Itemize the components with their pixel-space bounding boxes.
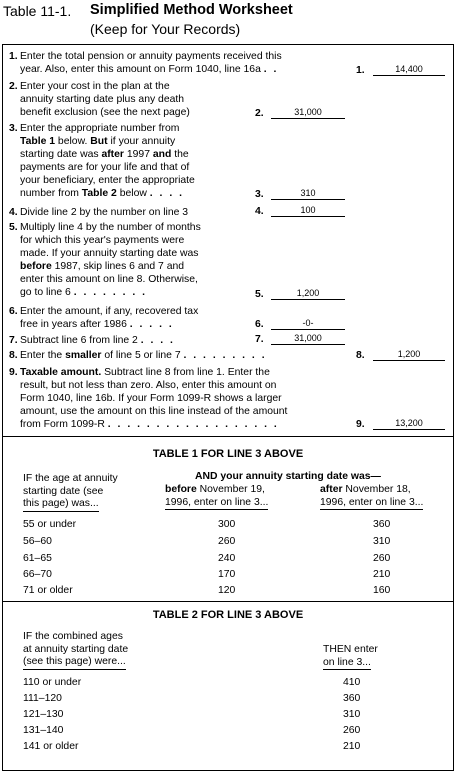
line-7	[9, 334, 269, 348]
line-2-text-3: benefit exclusion (see the next page)	[20, 107, 190, 118]
table-row	[3, 709, 453, 722]
table-row	[3, 569, 453, 582]
table-row	[3, 725, 453, 738]
line-1-amount[interactable]: 14,400	[373, 63, 445, 76]
table-2-value-header: THEN enter on line 3...	[323, 644, 423, 670]
table-1-after-value: 260	[373, 553, 391, 564]
line-9-number: 9.	[9, 367, 18, 378]
line-5-label: 5.	[255, 289, 264, 300]
line-3-label: 3.	[255, 189, 264, 200]
line-6-label: 6.	[255, 319, 264, 330]
table-1-age: 61–65	[23, 553, 52, 564]
table-row	[3, 536, 453, 549]
line-4	[9, 206, 269, 220]
line-7-number: 7.	[9, 335, 18, 346]
table-2-ages: 121–130	[23, 709, 64, 720]
table-1-main-header: AND your annuity starting date was—	[195, 471, 381, 482]
table-1-age: 71 or older	[23, 585, 73, 596]
line-8-leader: . . . . . . . . .	[183, 350, 267, 361]
line-3-text: Enter the appropriate number from	[20, 123, 180, 134]
table-2-value: 210	[343, 741, 361, 752]
table-2-title: TABLE 2 FOR LINE 3 ABOVE	[152, 609, 304, 621]
table-1-age-header: IF the age at annuity starting date (see this page) was...	[23, 473, 163, 512]
section-divider	[3, 601, 453, 602]
table-2-value: 260	[343, 725, 361, 736]
line-3-leader: . . . .	[149, 188, 184, 199]
table-2-ages: 131–140	[23, 725, 64, 736]
line-5-text: Multiply line 4 by the number of months	[20, 222, 201, 233]
table-1-after-value: 360	[373, 519, 391, 530]
table-1-after-value: 310	[373, 536, 391, 547]
line-2-number: 2.	[9, 81, 18, 92]
line-9-leader: . . . . . . . . . . . . . . . . . .	[107, 419, 279, 430]
worksheet-header	[2, 2, 456, 42]
line-1-label: 1.	[356, 65, 365, 76]
line-2-text: Enter your cost in the plan at the	[20, 81, 170, 92]
line-9-label: 9.	[356, 419, 365, 430]
line-3: 3. Enter the appropriate number from Table 1 below. But if your annuity starting date was after 1997 and the payments are for your life and that of your beneficiary, enter the appropriate number from Table 2 below . . . .	[9, 123, 195, 199]
table-row	[3, 553, 453, 566]
table-2-ages-header: IF the combined ages at annuity starting date (see this page) were...	[23, 631, 183, 670]
table-1-after-value: 210	[373, 569, 391, 580]
worksheet-title: Simplified Method Worksheet	[90, 2, 293, 18]
line-7-amount[interactable]: 31,000	[271, 332, 345, 345]
table-2-ages: 111–120	[23, 693, 62, 704]
line-8: 8. Enter the smaller of line 5 or line 7 . . . . . . . . .	[9, 350, 267, 361]
table-2-value: 310	[343, 709, 361, 720]
line-8-number: 8.	[9, 350, 18, 361]
table-1-before-value: 170	[218, 569, 236, 580]
line-5-amount[interactable]: 1,200	[271, 287, 345, 300]
line-9: 9. Taxable amount. Subtract line 8 from line 1. Enter the result, but not less than zero. Also, enter this amount on Form 1040, line 16b. If your Form 1099-R shows a larger amount, use the amount on this line instead of the amount from Form 1099-R . . . . . . . . . . . . . . . . . .	[9, 367, 288, 430]
table-1-before-value: 240	[218, 553, 236, 564]
line-7-text: Subtract line 6 from line 2	[20, 335, 138, 346]
line-5-leader: . . . . . . . .	[73, 287, 148, 298]
line-8-label: 8.	[356, 350, 365, 361]
table-2-ages: 110 or under	[23, 677, 82, 688]
line-3-number: 3.	[9, 123, 18, 134]
line-1-text-2: year. Also, enter this amount on Form 1040, line 16a	[20, 64, 261, 75]
table-2-value: 360	[343, 693, 361, 704]
table-row	[3, 693, 453, 706]
line-6-amount[interactable]: -0-	[271, 317, 345, 330]
line-5-number: 5.	[9, 222, 18, 233]
line-4-text: Divide line 2 by the number on line 3	[20, 207, 189, 218]
line-6-text: Enter the amount, if any, recovered tax	[20, 306, 199, 317]
line-2-amount[interactable]: 31,000	[271, 106, 345, 119]
line-1-leader: . .	[263, 64, 279, 75]
table-2-value: 410	[343, 677, 361, 688]
section-divider	[3, 436, 453, 437]
line-1-text: Enter the total pension or annuity payments received this	[20, 51, 282, 62]
line-4-number: 4.	[9, 207, 18, 218]
line-6: 6. Enter the amount, if any, recovered tax free in years after 1986 . . . . .	[9, 306, 199, 330]
line-3-table2-ref: Table 2	[81, 188, 117, 199]
table-1-before-value: 260	[218, 536, 236, 547]
table-1-after-header: after November 18, 1996, enter on line 3...	[320, 484, 450, 510]
line-3-amount[interactable]: 310	[271, 187, 345, 200]
line-9-heading: Taxable amount.	[20, 367, 102, 378]
line-6-leader: . . . . .	[129, 319, 174, 330]
table-row	[3, 741, 453, 754]
line-9-amount[interactable]: 13,200	[373, 417, 445, 430]
table-row	[3, 585, 453, 598]
table-1-before-value: 300	[218, 519, 236, 530]
worksheet-box	[2, 44, 454, 771]
table-1-after-value: 160	[373, 585, 391, 596]
table-row	[3, 677, 453, 690]
line-4-label: 4.	[255, 206, 264, 217]
line-4-amount[interactable]: 100	[271, 204, 345, 217]
table-row	[3, 519, 453, 532]
worksheet-subtitle: (Keep for Your Records)	[90, 21, 241, 37]
table-1-age: 56–60	[23, 536, 52, 547]
line-2	[9, 80, 269, 120]
table-number: Table 11-1.	[3, 3, 72, 19]
line-8-amount[interactable]: 1,200	[373, 348, 445, 361]
line-5: 5. Multiply line 4 by the number of months for which this year's payments were made. If your annuity starting date was before 1987, skip lines 6 and 7 and enter this amount on line 8. Otherwise, go to line 6 . . . . . . . .	[9, 222, 201, 298]
line-6-number: 6.	[9, 306, 18, 317]
line-2-label: 2.	[255, 108, 264, 119]
line-2-text-2: annuity starting date plus any death	[20, 94, 185, 105]
table-1-age: 55 or under	[23, 519, 77, 530]
line-7-label: 7.	[255, 334, 264, 345]
table-2-ages: 141 or older	[23, 741, 79, 752]
line-3-table1-ref: Table 1	[20, 136, 56, 147]
line-1-number: 1.	[9, 51, 18, 62]
table-1-age: 66–70	[23, 569, 52, 580]
table-1-before-value: 120	[218, 585, 236, 596]
table-1-before-header: before November 19, 1996, enter on line 3...	[165, 484, 295, 510]
line-8-text: Enter the	[20, 350, 66, 361]
line-7-leader: . . . .	[140, 335, 175, 346]
table-1-title: TABLE 1 FOR LINE 3 ABOVE	[152, 448, 304, 460]
